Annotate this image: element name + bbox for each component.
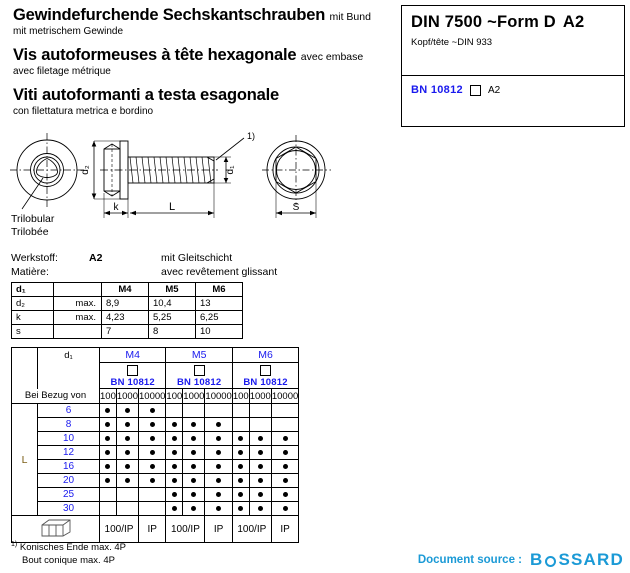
table-row — [12, 297, 243, 311]
document-source — [418, 550, 624, 570]
availability-dot — [125, 422, 130, 427]
availability-cell-M4-100-L10 — [100, 432, 117, 446]
availability-dot — [105, 422, 110, 427]
dim-row-label-s: s — [12, 325, 54, 339]
matrix-length-16: 16 — [38, 460, 100, 474]
availability-cell-M4-1000-L10 — [116, 432, 138, 446]
availability-dot — [191, 450, 196, 455]
matrix-qty-m4-100: 100 — [100, 390, 116, 402]
note-leader-line — [216, 138, 244, 160]
bossard-logo — [530, 550, 624, 570]
availability-cell-M6-10000-L12 — [271, 446, 298, 460]
matrix-length-6: 6 — [38, 404, 100, 418]
title-sub-it: con filettatura metrica e bordino — [13, 106, 154, 117]
availability-dot — [258, 506, 263, 511]
availability-dot — [191, 506, 196, 511]
trilobular-caption — [11, 213, 54, 239]
dim-s-arrow-right — [310, 211, 316, 216]
matrix-qty-m6-1000: 1000 — [249, 390, 271, 402]
title-main-de: Gewindefurchende Sechskantschrauben mit Bund — [13, 6, 371, 24]
availability-cell-M6-10000-L25 — [271, 488, 298, 502]
note-marker-label: 1) — [247, 131, 256, 141]
matrix-length-30: 30 — [38, 502, 100, 516]
availability-cell-M4-10000-L10 — [139, 432, 166, 446]
availability-dot — [216, 478, 221, 483]
availability-dot — [105, 436, 110, 441]
availability-cell-M5-10000-L16 — [205, 460, 232, 474]
availability-dot — [150, 408, 155, 413]
availability-dot — [191, 492, 196, 497]
footnote-marker: 1) — [11, 541, 18, 548]
matrix-bn-header-row — [12, 363, 299, 389]
availability-cell-M4-10000-L30 — [139, 502, 166, 516]
availability-cell-M4-100-L25 — [100, 488, 117, 502]
availability-dot — [191, 478, 196, 483]
availability-cell-M5-100-L8 — [166, 418, 183, 432]
standard-title: DIN 7500 ~Form D A2 — [411, 13, 585, 31]
availability-dot — [283, 478, 288, 483]
availability-cell-M5-1000-L30 — [183, 502, 205, 516]
availability-dot — [191, 422, 196, 427]
standard-info-box — [401, 5, 625, 127]
dim-row-qualifier-s — [54, 325, 102, 339]
availability-cell-M5-10000-L20 — [205, 474, 232, 488]
matrix-qty-m5-100: 100 — [166, 390, 183, 402]
dim-k-label: k — [113, 202, 119, 213]
title-main-it: Viti autoformanti a testa esagonale — [13, 86, 279, 104]
matrix-length-12: 12 — [38, 446, 100, 460]
box-package-icon — [39, 517, 73, 539]
availability-dot — [238, 478, 243, 483]
matrix-qty-m4-1000: 1000 — [116, 390, 138, 402]
material-value: A2 — [89, 252, 103, 264]
packaging-m5-b: IP — [205, 516, 232, 543]
availability-cell-M4-10000-L8 — [139, 418, 166, 432]
table-row — [12, 311, 243, 325]
availability-cell-M6-10000-L30 — [271, 502, 298, 516]
matrix-qty-m6-10000: 10000 — [271, 390, 299, 402]
packaging-m4-a: 100/IP — [100, 516, 139, 543]
matrix-qty-m4-10000: 10000 — [139, 390, 166, 402]
packaging-m6-b: IP — [271, 516, 298, 543]
availability-dot — [258, 478, 263, 483]
dim-L-arrow-left — [130, 211, 136, 216]
availability-dot — [150, 464, 155, 469]
standard-box-upper — [402, 6, 624, 76]
availability-dot — [283, 492, 288, 497]
dim-col-m6: M6 — [196, 283, 243, 297]
title-sub-de: mit metrischem Gewinde — [13, 26, 124, 37]
availability-cell-M6-1000-L10 — [249, 432, 271, 446]
matrix-spacer-left-1 — [12, 363, 38, 389]
dim-cell-s-m5: 8 — [149, 325, 196, 339]
title-block-it — [13, 86, 403, 117]
table-row — [12, 418, 299, 432]
availability-cell-M4-1000-L30 — [116, 502, 138, 516]
matrix-spacer-left-2 — [38, 363, 100, 389]
material-coating-de: mit Gleitschicht — [161, 252, 233, 264]
material-block — [11, 251, 277, 279]
availability-cell-M5-100-L20 — [166, 474, 183, 488]
matrix-size-m4: M4 — [100, 348, 166, 363]
availability-dot — [105, 408, 110, 413]
brand-text-part2: SSARD — [558, 550, 624, 569]
availability-cell-M4-1000-L25 — [116, 488, 138, 502]
checkbox-empty-icon[interactable] — [127, 365, 138, 376]
availability-dot — [172, 436, 177, 441]
matrix-length-axis-label: L — [12, 404, 38, 516]
matrix-corner-spacer — [12, 348, 38, 363]
availability-cell-M5-1000-L20 — [183, 474, 205, 488]
availability-dot — [125, 408, 130, 413]
availability-cell-M4-100-L30 — [100, 502, 117, 516]
material-coating-fr: avec revêtement glissant — [161, 266, 278, 278]
availability-dot — [172, 506, 177, 511]
availability-cell-M6-10000-L16 — [271, 460, 298, 474]
availability-dot — [283, 506, 288, 511]
availability-dot — [105, 464, 110, 469]
availability-dot — [258, 464, 263, 469]
matrix-qty-m5-10000: 10000 — [205, 390, 232, 402]
dim-header-blank — [54, 283, 102, 297]
availability-cell-M5-100-L30 — [166, 502, 183, 516]
availability-dot — [216, 506, 221, 511]
matrix-size-header-row — [12, 348, 299, 363]
matrix-bn-cell-m4 — [100, 363, 166, 389]
footnote-text-fr: Bout conique max. 4P — [22, 555, 115, 567]
dim-cell-d2-m4: 8,9 — [102, 297, 149, 311]
availability-cell-M5-100-L25 — [166, 488, 183, 502]
matrix-length-25: 25 — [38, 488, 100, 502]
availability-cell-M4-100-L8 — [100, 418, 117, 432]
table-row — [12, 404, 299, 418]
availability-dot — [150, 436, 155, 441]
matrix-bn-code-m4: BN 10812 — [110, 377, 155, 388]
table-row — [12, 502, 299, 516]
dim-L-arrow-right — [208, 211, 214, 216]
material-label-fr: Matière: — [11, 266, 49, 278]
availability-cell-M5-100-L16 — [166, 460, 183, 474]
availability-cell-M5-10000-L12 — [205, 446, 232, 460]
material-grid — [11, 251, 277, 279]
availability-cell-M6-100-L25 — [232, 488, 249, 502]
dim-cell-s-m4: 7 — [102, 325, 149, 339]
availability-dot — [125, 464, 130, 469]
title-suffix-fr: avec embase — [300, 51, 364, 63]
availability-cell-M6-100-L10 — [232, 432, 249, 446]
availability-dot — [125, 450, 130, 455]
availability-dot — [172, 422, 177, 427]
availability-cell-M4-100-L16 — [100, 460, 117, 474]
document-source-label: Document source : — [417, 554, 522, 566]
matrix-qty-m6-100: 100 — [232, 390, 249, 402]
title-block-fr — [13, 46, 403, 77]
availability-dot — [283, 464, 288, 469]
availability-cell-M4-10000-L25 — [139, 488, 166, 502]
dimension-table-header-row — [12, 283, 243, 297]
footnote-line-de — [11, 538, 126, 554]
title-block-de — [13, 6, 403, 37]
dim-L-label: L — [168, 201, 176, 213]
availability-cell-M5-10000-L8 — [205, 418, 232, 432]
availability-cell-M5-100-L6 — [166, 404, 183, 418]
availability-dot — [238, 464, 243, 469]
availability-cell-M4-10000-L6 — [139, 404, 166, 418]
availability-dot — [238, 436, 243, 441]
availability-dot — [191, 436, 196, 441]
dim-d1-label: d₁ — [225, 165, 236, 175]
availability-dot — [125, 478, 130, 483]
dim-cell-d2-m6: 13 — [196, 297, 243, 311]
dim-row-qualifier-k: max. — [54, 311, 102, 325]
availability-cell-M5-10000-L6 — [205, 404, 232, 418]
availability-dot — [258, 450, 263, 455]
availability-cell-M5-1000-L10 — [183, 432, 205, 446]
dim-s-arrow-left — [276, 211, 282, 216]
bn-code: BN 10812 — [411, 84, 463, 96]
availability-cell-M5-10000-L30 — [205, 502, 232, 516]
availability-dot — [172, 492, 177, 497]
document-titles — [13, 6, 403, 117]
availability-cell-M4-10000-L20 — [139, 474, 166, 488]
material-code: A2 — [487, 84, 501, 96]
availability-cell-M4-1000-L16 — [116, 460, 138, 474]
availability-cell-M6-100-L6 — [232, 404, 249, 418]
packaging-m4-b: IP — [139, 516, 166, 543]
availability-dot — [125, 436, 130, 441]
dim-k-arrow-left — [104, 211, 110, 216]
availability-cell-M6-1000-L30 — [249, 502, 271, 516]
dim-row-qualifier-d2: max. — [54, 297, 102, 311]
dim-row-label-d2: d₂ — [12, 297, 54, 311]
availability-cell-M4-100-L12 — [100, 446, 117, 460]
dim-d2-arrow-bottom — [92, 194, 97, 200]
table-row — [12, 488, 299, 502]
matrix-size-m5: M5 — [166, 348, 232, 363]
availability-dot — [216, 464, 221, 469]
availability-cell-M5-1000-L16 — [183, 460, 205, 474]
matrix-bn-code-m6: BN 10812 — [243, 377, 288, 388]
title-suffix-de: mit Bund — [329, 11, 371, 23]
availability-cell-M6-1000-L6 — [249, 404, 271, 418]
matrix-length-20: 20 — [38, 474, 100, 488]
availability-dot — [216, 492, 221, 497]
matrix-data-body — [12, 404, 299, 516]
availability-dot — [238, 506, 243, 511]
availability-cell-M5-10000-L25 — [205, 488, 232, 502]
availability-dot — [216, 450, 221, 455]
dimension-table — [11, 282, 243, 339]
table-row — [12, 325, 243, 339]
availability-dot — [172, 464, 177, 469]
dim-col-m4: M4 — [102, 283, 149, 297]
checkbox-empty-icon[interactable] — [194, 365, 205, 376]
matrix-size-m6: M6 — [232, 348, 298, 363]
availability-dot — [150, 450, 155, 455]
availability-cell-M6-100-L8 — [232, 418, 249, 432]
availability-dot — [150, 422, 155, 427]
availability-dot — [258, 436, 263, 441]
dim-s-label: S — [292, 202, 300, 213]
availability-cell-M6-1000-L12 — [249, 446, 271, 460]
availability-cell-M6-100-L16 — [232, 460, 249, 474]
dim-cell-k-m5: 5,25 — [149, 311, 196, 325]
availability-cell-M4-1000-L12 — [116, 446, 138, 460]
availability-cell-M5-10000-L10 — [205, 432, 232, 446]
table-row — [12, 460, 299, 474]
availability-cell-M6-100-L12 — [232, 446, 249, 460]
packaging-m6-a: 100/IP — [232, 516, 271, 543]
table-row — [12, 446, 299, 460]
availability-cell-M6-10000-L8 — [271, 418, 298, 432]
availability-dot — [105, 478, 110, 483]
dim-cell-k-m6: 6,25 — [196, 311, 243, 325]
availability-cell-M6-100-L20 — [232, 474, 249, 488]
availability-cell-M5-1000-L25 — [183, 488, 205, 502]
availability-dot — [172, 478, 177, 483]
availability-cell-M6-1000-L16 — [249, 460, 271, 474]
availability-cell-M6-10000-L20 — [271, 474, 298, 488]
availability-dot — [216, 422, 221, 427]
trilobular-leader — [22, 178, 43, 209]
dim-d2-arrow-top — [92, 141, 97, 147]
dim-cell-d2-m5: 10,4 — [149, 297, 196, 311]
availability-cell-M4-100-L20 — [100, 474, 117, 488]
footnote-block — [11, 538, 126, 567]
availability-cell-M5-100-L10 — [166, 432, 183, 446]
availability-cell-M6-10000-L6 — [271, 404, 298, 418]
drawing-svg — [0, 130, 400, 230]
availability-dot — [283, 450, 288, 455]
availability-cell-M4-10000-L16 — [139, 460, 166, 474]
trilobular-label-de: Trilobular — [11, 213, 55, 225]
dim-corner-label: d₁ — [12, 283, 54, 297]
matrix-quantity-header-row — [12, 389, 299, 404]
availability-cell-M5-1000-L12 — [183, 446, 205, 460]
availability-matrix-table — [11, 347, 299, 543]
availability-dot — [238, 492, 243, 497]
standard-subtitle: Kopf/tête ~DIN 933 — [411, 37, 493, 48]
material-label-de: Werkstoff: — [11, 252, 58, 264]
availability-cell-M4-100-L6 — [100, 404, 117, 418]
dim-col-m5: M5 — [149, 283, 196, 297]
table-row — [12, 474, 299, 488]
availability-cell-M6-10000-L10 — [271, 432, 298, 446]
availability-cell-M5-100-L12 — [166, 446, 183, 460]
trilobular-label-fr: Trilobée — [11, 226, 49, 238]
availability-cell-M4-1000-L6 — [116, 404, 138, 418]
matrix-length-8: 8 — [38, 418, 100, 432]
availability-cell-M4-10000-L12 — [139, 446, 166, 460]
brand-ring-icon — [545, 556, 556, 567]
availability-dot — [191, 464, 196, 469]
table-row — [12, 432, 299, 446]
availability-cell-M6-1000-L8 — [249, 418, 271, 432]
dim-row-label-k: k — [12, 311, 54, 325]
availability-cell-M5-1000-L6 — [183, 404, 205, 418]
matrix-length-10: 10 — [38, 432, 100, 446]
matrix-qty-m5-1000: 1000 — [183, 390, 205, 402]
checkbox-empty-icon[interactable] — [260, 365, 271, 376]
matrix-bn-cell-m6 — [232, 363, 298, 389]
dim-d2-label: d₂ — [80, 165, 91, 175]
dim-k-arrow-right — [122, 211, 128, 216]
dim-d1-arrow-bottom — [224, 178, 229, 183]
dim-d1-arrow-top — [224, 157, 229, 162]
availability-cell-M6-1000-L25 — [249, 488, 271, 502]
footnote-text-de: Konisches Ende max. 4P — [19, 542, 127, 554]
checkbox-empty-icon[interactable] — [470, 85, 481, 96]
matrix-bn-cell-m5 — [166, 363, 232, 389]
availability-cell-M5-1000-L8 — [183, 418, 205, 432]
availability-dot — [258, 492, 263, 497]
availability-cell-M6-100-L30 — [232, 502, 249, 516]
availability-cell-M4-1000-L20 — [116, 474, 138, 488]
packaging-m5-a: 100/IP — [166, 516, 205, 543]
availability-dot — [172, 450, 177, 455]
availability-cell-M6-1000-L20 — [249, 474, 271, 488]
brand-text-part1: B — [530, 550, 544, 569]
technical-drawing — [0, 130, 400, 230]
matrix-bezug-label: Bei Bezug von — [12, 389, 100, 404]
matrix-bn-code-m5: BN 10812 — [176, 377, 222, 388]
dim-cell-s-m6: 10 — [196, 325, 243, 339]
availability-dot — [216, 436, 221, 441]
availability-dot — [150, 478, 155, 483]
title-sub-fr: avec filetage métrique — [13, 66, 111, 77]
dim-cell-k-m4: 4,23 — [102, 311, 149, 325]
availability-dot — [105, 450, 110, 455]
availability-dot — [238, 450, 243, 455]
availability-cell-M4-1000-L8 — [116, 418, 138, 432]
matrix-corner-label: d₁ — [38, 348, 100, 363]
title-main-fr: Vis autoformeuses à tête hexagonale avec embase — [13, 46, 364, 64]
availability-dot — [283, 436, 288, 441]
standard-box-lower — [402, 76, 624, 96]
